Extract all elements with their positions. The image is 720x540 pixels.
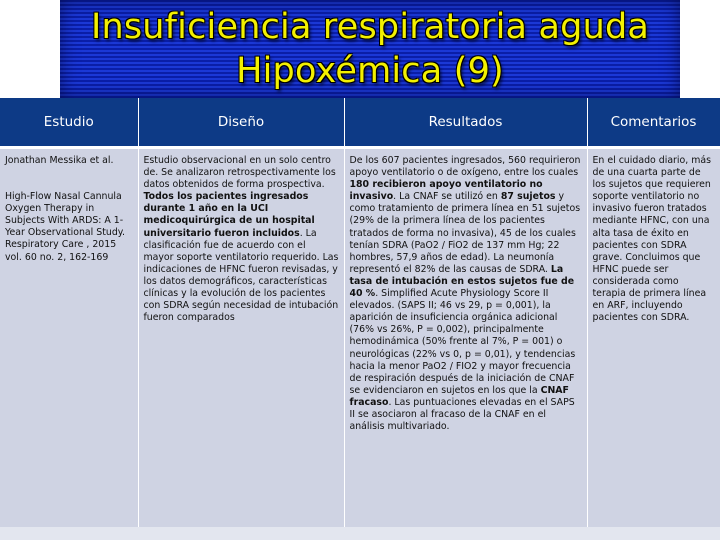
resultados-bold-1: 180 recibieron apoyo ventilatorio no invasivo xyxy=(349,179,543,203)
header-comentarios: Comentarios xyxy=(587,98,720,148)
resultados-text-3: y como tratamiento de primera línea en 51 sujetos (29% de la primera línea de los pacientes tratados de forma no invasiva), 45 de los cuales tenían SDRA (PaO2 / FiO2 de 137 mm Hg; 22 hombres, 57,9 años de edad). La neumonía representó el 82% de las causas de SDRA. xyxy=(349,191,581,275)
diseno-text-2: . La clasificación fue de acuerdo con el mayor soporte ventilatorio requerido. Las indicaciones de HFNC fueron revisadas, y los datos demográficos, características clínicas y la evolución de los pacientes con SDRA según necesidad de intubación fueron comparados xyxy=(143,227,339,324)
header-estudio: Estudio xyxy=(0,98,138,148)
resultados-bold-3: La tasa de intubación en estos sujetos fue de 40 % xyxy=(349,263,575,300)
resultados-text-2: . La CNAF se utilizó en xyxy=(393,191,501,203)
header-diseno: Diseño xyxy=(138,98,344,148)
header-resultados: Resultados xyxy=(344,98,587,148)
cell-comentarios xyxy=(587,148,720,534)
bottom-strip xyxy=(0,527,720,540)
diseno-text-1: Estudio observacional en un solo centro de. Se analizaron retrospectivamente los datos obtenidos de forma prospectiva. xyxy=(143,155,336,191)
resultados-text-5: . Las puntuaciones elevadas en el SAPS II se asociaron al fracaso de la CNAF en el análisis multivariado. xyxy=(349,396,575,433)
diseno-bold-1: Todos los pacientes ingresados durante 1 año en la UCI medicoquirúrgica de un hospital universitario fueron incluidos xyxy=(143,191,315,239)
study-author: Jonathan Messika et al. xyxy=(5,155,114,166)
study-table xyxy=(0,98,720,533)
cell-diseno xyxy=(138,148,344,534)
cell-resultados xyxy=(344,148,587,534)
title-line-2: Hipoxémica (9) xyxy=(236,51,504,91)
header-row xyxy=(0,98,720,148)
resultados-text-1: De los 607 pacientes ingresados, 560 requirieron apoyo ventilatorio o de oxígeno, entre los cuales xyxy=(349,155,581,179)
table-row xyxy=(0,148,720,534)
resultados-text-4: . Simplified Acute Physiology Score II elevados. (SAPS II; 46 vs 29, p = 0,001), la aparición de insuficiencia orgánica adicional (76% vs 26%, P = 0,002), principalmente hemodinámica (50% frente al 7%, P = 001) o neurológicas (22% vs 0, p = 0,01), y tendencias hacia la menor PaO2 / FIO2 y mayor frecuencia de respiración después de la iniciación de CNAF se evidenciaron en sujetos en los que la xyxy=(349,288,576,396)
study-citation: High-Flow Nasal Cannula Oxygen Therapy in Subjects With ARDS: A 1-Year Observational Study. Respiratory Care , 2015 vol. 60 no. 2, 162-169 xyxy=(5,191,125,263)
cell-estudio xyxy=(0,148,138,534)
spacer xyxy=(5,167,133,191)
resultados-bold-2: 87 sujetos xyxy=(500,191,556,203)
comentarios-text: En el cuidado diario, más de una cuarta parte de los sujetos que requieren soporte ventilatorio no invasivo fueron tratados mediante HFNC, con una alta tasa de éxito en pacientes con SDRA grave. Concluimos que HFNC puede ser considerada como terapia de primera línea en ARF, incluyendo pacientes con SDRA. xyxy=(592,155,711,324)
resultados-bold-4: CNAF fracaso xyxy=(349,384,569,408)
title-banner xyxy=(60,0,680,100)
title-line-1: Insuficiencia respiratoria aguda xyxy=(90,7,650,47)
